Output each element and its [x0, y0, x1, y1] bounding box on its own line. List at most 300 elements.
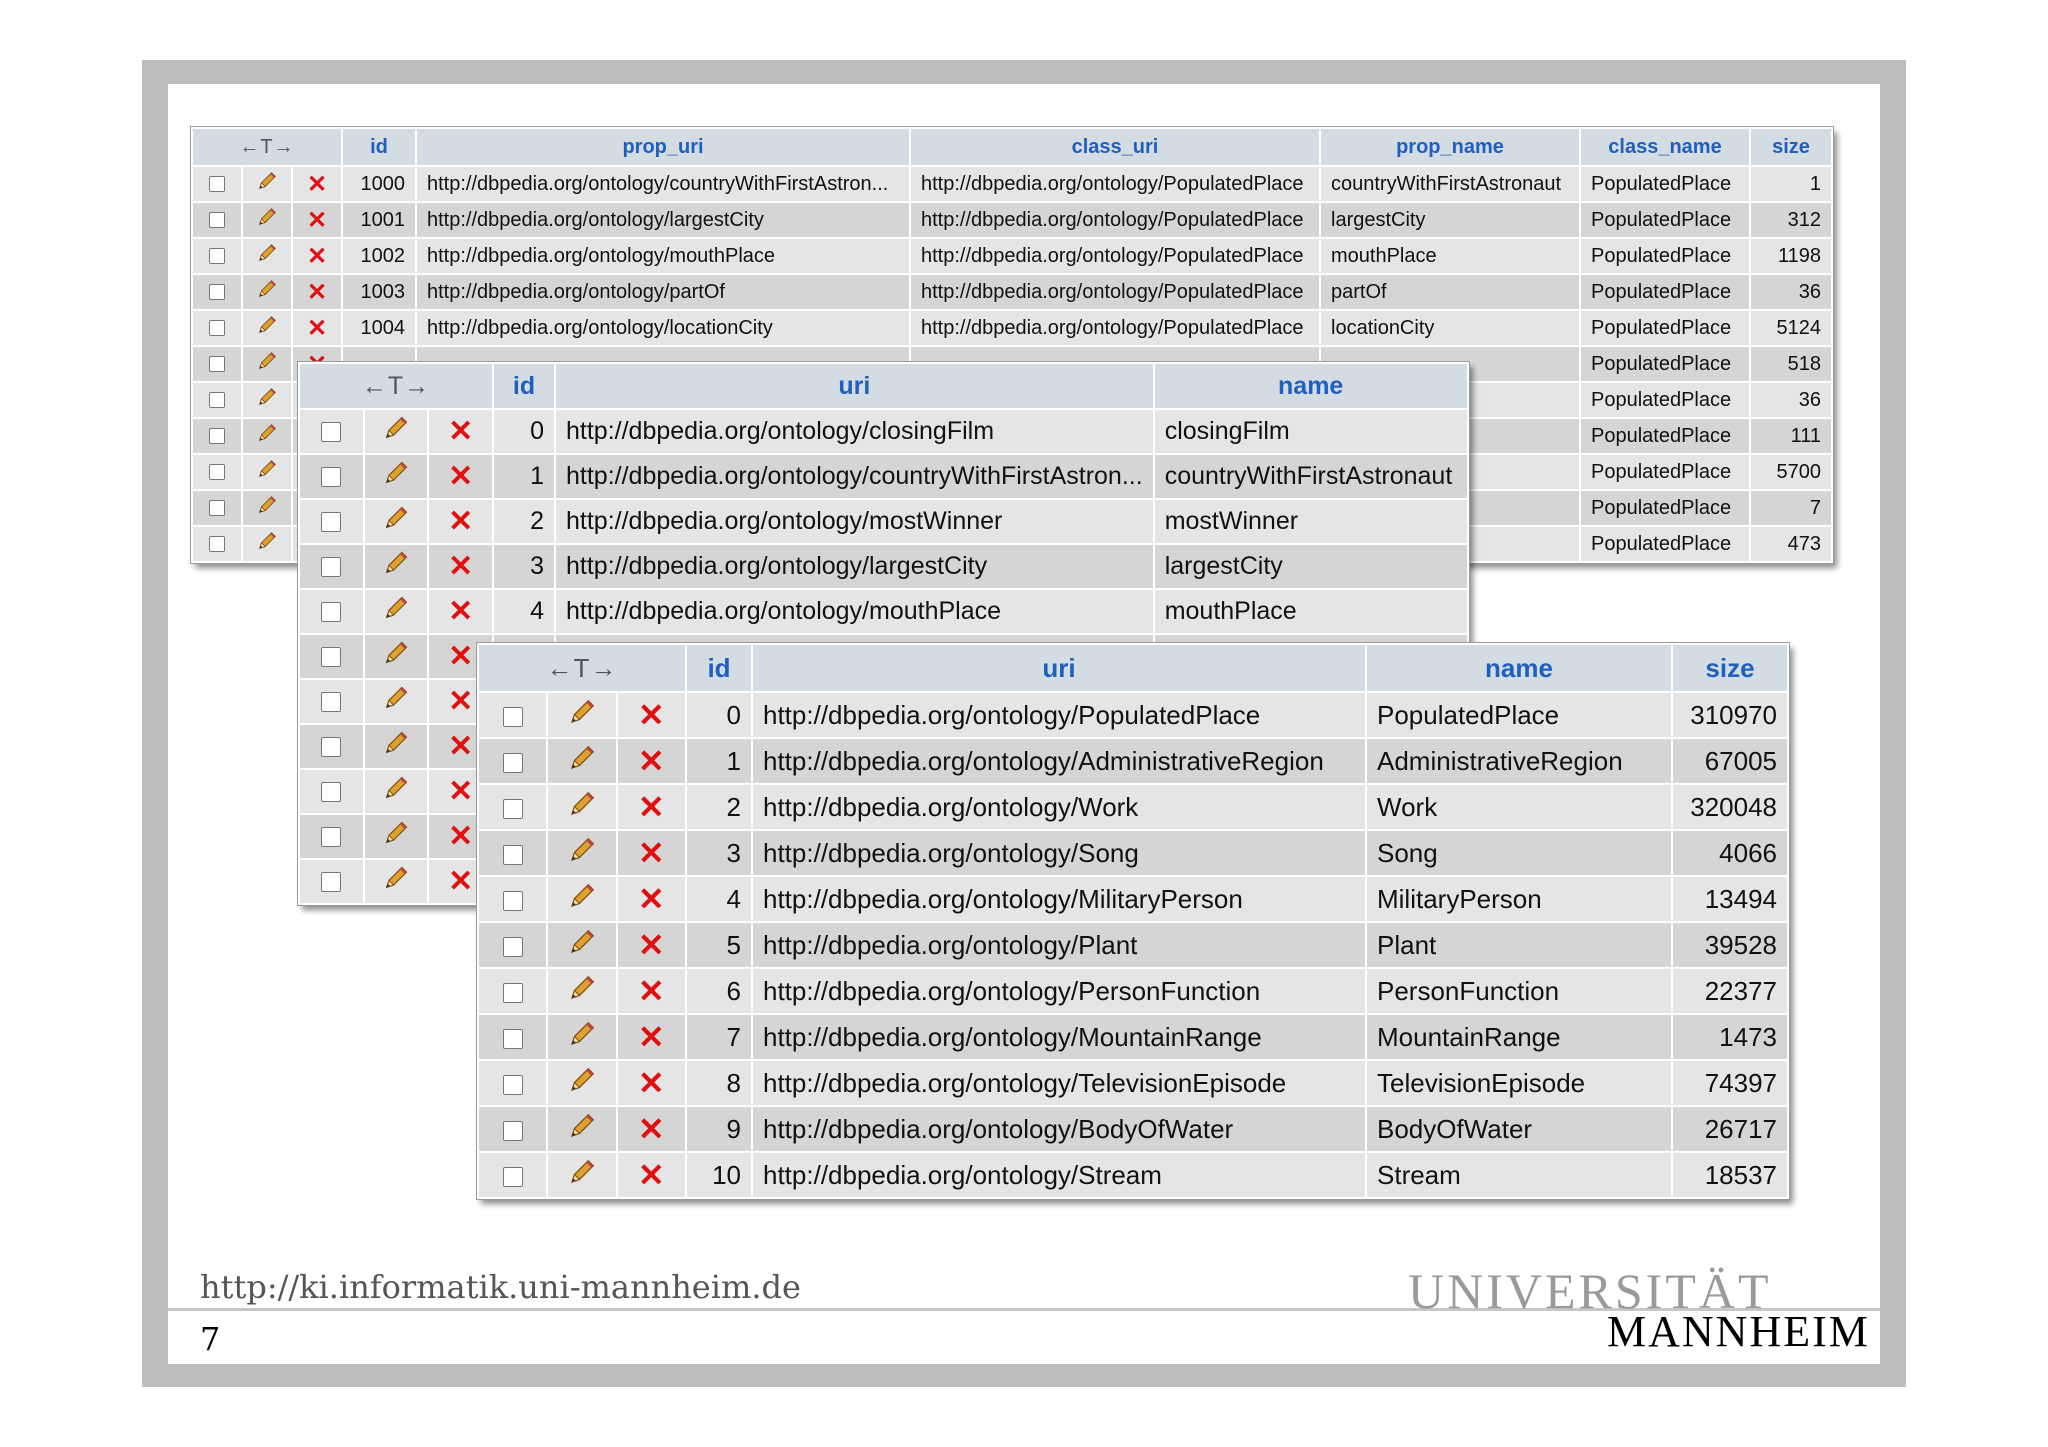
row-select-cell — [478, 1060, 547, 1106]
cell-name: MountainRange — [1366, 1014, 1672, 1060]
cell-id: 6 — [686, 968, 752, 1014]
action-column-header[interactable] — [478, 644, 686, 692]
pencil-icon[interactable] — [256, 494, 278, 522]
cell-size: 5124 — [1750, 310, 1832, 346]
cell-name: PopulatedPlace — [1366, 692, 1672, 738]
cell-name: Song — [1366, 830, 1672, 876]
table-row — [299, 499, 1468, 544]
cell-name: closingFilm — [1154, 409, 1468, 454]
cell-uri: http://dbpedia.org/ontology/largestCity — [555, 544, 1154, 589]
row-edit-cell — [242, 166, 292, 202]
cell-size: 1198 — [1750, 238, 1832, 274]
row-edit-cell — [242, 346, 292, 382]
row-select-cell — [299, 814, 364, 859]
cell-name: largestCity — [1154, 544, 1468, 589]
cell-class-name: PopulatedPlace — [1580, 238, 1750, 274]
cell-class-uri: http://dbpedia.org/ontology/PopulatedPlace — [910, 166, 1320, 202]
checkbox-icon[interactable] — [503, 891, 523, 911]
table-row — [192, 238, 1832, 274]
pencil-icon[interactable] — [256, 530, 278, 558]
checkbox-icon[interactable] — [321, 512, 341, 532]
table-row — [192, 202, 1832, 238]
cell-id: 2 — [686, 784, 752, 830]
cell-size: 312 — [1750, 202, 1832, 238]
delete-x-icon[interactable]: ✕ — [637, 1019, 665, 1055]
column-resize-arrows-icon[interactable]: ←T→ — [239, 135, 295, 158]
pencil-icon[interactable] — [567, 743, 597, 780]
delete-x-icon[interactable]: ✕ — [637, 1065, 665, 1101]
row-select-cell — [192, 526, 242, 562]
pencil-icon[interactable] — [382, 414, 410, 449]
row-delete-cell — [292, 238, 342, 274]
checkbox-icon[interactable] — [209, 536, 225, 552]
pencil-icon[interactable] — [567, 835, 597, 872]
cell-uri: http://dbpedia.org/ontology/TelevisionEpisode — [752, 1060, 1366, 1106]
table-header-row — [478, 644, 1788, 692]
checkbox-icon[interactable] — [503, 1075, 523, 1095]
row-edit-cell — [242, 454, 292, 490]
delete-x-icon[interactable]: ✕ — [448, 415, 474, 448]
pencil-icon[interactable] — [382, 864, 410, 899]
row-edit-cell — [242, 382, 292, 418]
cell-prop-uri: http://dbpedia.org/ontology/mouthPlace — [416, 238, 910, 274]
cell-name: Plant — [1366, 922, 1672, 968]
university-logo-line1: UNIVERSITÄT — [1408, 1263, 1772, 1319]
column-header-uri[interactable]: uri — [555, 363, 1154, 409]
checkbox-icon[interactable] — [503, 799, 523, 819]
row-select-cell — [478, 1106, 547, 1152]
column-header-uri[interactable]: uri — [752, 644, 1366, 692]
row-edit-cell — [547, 922, 616, 968]
pencil-icon[interactable] — [567, 1019, 597, 1056]
cell-size: 26717 — [1672, 1106, 1788, 1152]
checkbox-icon[interactable] — [321, 827, 341, 847]
row-edit-cell — [547, 1014, 616, 1060]
row-delete-cell — [617, 692, 686, 738]
cell-size: 518 — [1750, 346, 1832, 382]
pencil-icon[interactable] — [567, 1111, 597, 1148]
row-select-cell — [299, 724, 364, 769]
cell-uri: http://dbpedia.org/ontology/AdministrativeRegion — [752, 738, 1366, 784]
pencil-icon[interactable] — [382, 504, 410, 539]
pencil-icon[interactable] — [256, 458, 278, 486]
cell-size: 39528 — [1672, 922, 1788, 968]
cell-name: AdministrativeRegion — [1366, 738, 1672, 784]
row-select-cell — [299, 544, 364, 589]
row-delete-cell — [428, 589, 493, 634]
row-select-cell — [192, 274, 242, 310]
delete-x-icon[interactable]: ✕ — [637, 1111, 665, 1147]
cell-id: 4 — [493, 589, 555, 634]
cell-id: 3 — [493, 544, 555, 589]
row-delete-cell — [617, 922, 686, 968]
checkbox-icon[interactable] — [321, 782, 341, 802]
cell-class-name: PopulatedPlace — [1580, 382, 1750, 418]
cell-name: mouthPlace — [1154, 589, 1468, 634]
cell-name: TelevisionEpisode — [1366, 1060, 1672, 1106]
cell-class-uri: http://dbpedia.org/ontology/PopulatedPlace — [910, 202, 1320, 238]
pencil-icon[interactable] — [567, 1157, 597, 1194]
pencil-icon[interactable] — [382, 459, 410, 494]
pencil-icon[interactable] — [567, 881, 597, 918]
cell-class-name: PopulatedPlace — [1580, 166, 1750, 202]
column-header-prop-name[interactable]: prop_name — [1320, 128, 1580, 166]
cell-class-name: PopulatedPlace — [1580, 274, 1750, 310]
table-row — [478, 738, 1788, 784]
delete-x-icon[interactable]: ✕ — [306, 314, 328, 342]
column-header-id[interactable]: id — [342, 128, 416, 166]
pencil-icon[interactable] — [382, 729, 410, 764]
cell-prop-uri: http://dbpedia.org/ontology/largestCity — [416, 202, 910, 238]
delete-x-icon[interactable]: ✕ — [448, 640, 474, 673]
row-select-cell — [192, 454, 242, 490]
row-delete-cell — [292, 166, 342, 202]
checkbox-icon[interactable] — [503, 1167, 523, 1187]
pencil-icon[interactable] — [567, 789, 597, 826]
delete-x-icon[interactable]: ✕ — [448, 685, 474, 718]
pencil-icon[interactable] — [256, 170, 278, 198]
delete-x-icon[interactable]: ✕ — [637, 743, 665, 779]
cell-class-name: PopulatedPlace — [1580, 346, 1750, 382]
checkbox-icon[interactable] — [321, 737, 341, 757]
table-row — [299, 454, 1468, 499]
delete-x-icon[interactable]: ✕ — [637, 881, 665, 917]
delete-x-icon[interactable]: ✕ — [637, 835, 665, 871]
pencil-icon[interactable] — [382, 639, 410, 674]
cell-uri: http://dbpedia.org/ontology/Plant — [752, 922, 1366, 968]
cell-prop-uri: http://dbpedia.org/ontology/partOf — [416, 274, 910, 310]
row-edit-cell — [364, 724, 429, 769]
cell-uri: http://dbpedia.org/ontology/mostWinner — [555, 499, 1154, 544]
checkbox-icon[interactable] — [321, 602, 341, 622]
row-edit-cell — [364, 544, 429, 589]
cell-id: 5 — [686, 922, 752, 968]
row-edit-cell — [547, 830, 616, 876]
column-header-size[interactable]: size — [1750, 128, 1832, 166]
pencil-icon[interactable] — [256, 278, 278, 306]
checkbox-icon[interactable] — [321, 692, 341, 712]
cell-size: 111 — [1750, 418, 1832, 454]
row-select-cell — [478, 1152, 547, 1198]
pencil-icon[interactable] — [382, 549, 410, 584]
row-delete-cell — [617, 784, 686, 830]
delete-x-icon[interactable]: ✕ — [448, 595, 474, 628]
pencil-icon[interactable] — [567, 1065, 597, 1102]
row-edit-cell — [242, 310, 292, 346]
checkbox-icon[interactable] — [209, 248, 225, 264]
delete-x-icon[interactable]: ✕ — [448, 820, 474, 853]
cell-size: 67005 — [1672, 738, 1788, 784]
row-select-cell — [478, 1014, 547, 1060]
row-select-cell — [299, 589, 364, 634]
row-edit-cell — [547, 968, 616, 1014]
column-resize-arrows-icon[interactable]: ←T→ — [361, 371, 431, 400]
table-row — [478, 922, 1788, 968]
delete-x-icon[interactable]: ✕ — [637, 1157, 665, 1193]
column-header-name[interactable]: name — [1366, 644, 1672, 692]
university-logo-line2: MANNHEIM — [1607, 1307, 1870, 1356]
row-select-cell — [192, 418, 242, 454]
row-select-cell — [299, 409, 364, 454]
cell-size: 1473 — [1672, 1014, 1788, 1060]
cell-class-name: PopulatedPlace — [1580, 526, 1750, 562]
cell-id: 7 — [686, 1014, 752, 1060]
cell-prop-uri: http://dbpedia.org/ontology/countryWithFirstAstron... — [416, 166, 910, 202]
row-delete-cell — [292, 310, 342, 346]
table-row — [299, 589, 1468, 634]
pencil-icon[interactable] — [382, 774, 410, 809]
table-classes — [477, 643, 1789, 1199]
delete-x-icon[interactable]: ✕ — [448, 460, 474, 493]
column-header-prop-uri[interactable]: prop_uri — [416, 128, 910, 166]
cell-prop-uri: http://dbpedia.org/ontology/locationCity — [416, 310, 910, 346]
footer-url[interactable]: http://ki.informatik.uni-mannheim.de — [200, 1268, 801, 1306]
row-select-cell — [192, 490, 242, 526]
cell-id: 1 — [493, 454, 555, 499]
checkbox-icon[interactable] — [209, 356, 225, 372]
row-select-cell — [478, 692, 547, 738]
cell-class-name: PopulatedPlace — [1580, 202, 1750, 238]
cell-prop-name: countryWithFirstAstronaut — [1320, 166, 1580, 202]
row-edit-cell — [364, 859, 429, 904]
checkbox-icon[interactable] — [503, 1029, 523, 1049]
delete-x-icon[interactable]: ✕ — [637, 973, 665, 1009]
cell-id: 0 — [493, 409, 555, 454]
cell-id: 1004 — [342, 310, 416, 346]
cell-class-name: PopulatedPlace — [1580, 418, 1750, 454]
checkbox-icon[interactable] — [321, 872, 341, 892]
checkbox-icon[interactable] — [503, 983, 523, 1003]
checkbox-icon[interactable] — [503, 753, 523, 773]
checkbox-icon[interactable] — [209, 392, 225, 408]
pencil-icon[interactable] — [382, 684, 410, 719]
action-column-header[interactable] — [192, 128, 342, 166]
cell-name: PersonFunction — [1366, 968, 1672, 1014]
cell-id: 8 — [686, 1060, 752, 1106]
cell-size: 18537 — [1672, 1152, 1788, 1198]
checkbox-icon[interactable] — [503, 845, 523, 865]
checkbox-icon[interactable] — [321, 647, 341, 667]
row-delete-cell — [428, 499, 493, 544]
row-select-cell — [478, 922, 547, 968]
delete-x-icon[interactable]: ✕ — [448, 550, 474, 583]
row-edit-cell — [364, 634, 429, 679]
column-header-name[interactable]: name — [1154, 363, 1468, 409]
cell-class-uri: http://dbpedia.org/ontology/PopulatedPlace — [910, 238, 1320, 274]
delete-x-icon[interactable]: ✕ — [306, 242, 328, 270]
checkbox-icon[interactable] — [321, 557, 341, 577]
pencil-icon[interactable] — [567, 927, 597, 964]
checkbox-icon[interactable] — [503, 937, 523, 957]
cell-uri: http://dbpedia.org/ontology/MilitaryPerson — [752, 876, 1366, 922]
row-select-cell — [192, 202, 242, 238]
table-row — [478, 876, 1788, 922]
cell-prop-name: locationCity — [1320, 310, 1580, 346]
table-row — [192, 166, 1832, 202]
row-select-cell — [478, 876, 547, 922]
cell-size: 320048 — [1672, 784, 1788, 830]
row-delete-cell — [292, 202, 342, 238]
cell-size: 36 — [1750, 382, 1832, 418]
cell-id: 1001 — [342, 202, 416, 238]
pencil-icon[interactable] — [256, 386, 278, 414]
delete-x-icon[interactable]: ✕ — [637, 927, 665, 963]
cell-size: 22377 — [1672, 968, 1788, 1014]
cell-id: 4 — [686, 876, 752, 922]
row-edit-cell — [547, 692, 616, 738]
cell-size: 473 — [1750, 526, 1832, 562]
row-edit-cell — [242, 238, 292, 274]
table-row — [192, 274, 1832, 310]
row-delete-cell — [617, 738, 686, 784]
row-select-cell — [192, 166, 242, 202]
checkbox-icon[interactable] — [321, 422, 341, 442]
cell-size: 36 — [1750, 274, 1832, 310]
row-edit-cell — [364, 499, 429, 544]
column-header-id[interactable]: id — [493, 363, 555, 409]
table-row — [299, 409, 1468, 454]
table-row — [478, 784, 1788, 830]
cell-uri: http://dbpedia.org/ontology/Stream — [752, 1152, 1366, 1198]
pencil-icon[interactable] — [567, 973, 597, 1010]
cell-uri: http://dbpedia.org/ontology/closingFilm — [555, 409, 1154, 454]
column-resize-arrows-icon[interactable]: ←T→ — [546, 652, 618, 683]
checkbox-icon[interactable] — [209, 464, 225, 480]
cell-uri: http://dbpedia.org/ontology/mouthPlace — [555, 589, 1154, 634]
cell-id: 9 — [686, 1106, 752, 1152]
row-delete-cell — [617, 1152, 686, 1198]
cell-uri: http://dbpedia.org/ontology/Song — [752, 830, 1366, 876]
cell-id: 3 — [686, 830, 752, 876]
row-edit-cell — [364, 409, 429, 454]
checkbox-icon[interactable] — [209, 320, 225, 336]
pencil-icon[interactable] — [256, 422, 278, 450]
column-header-size[interactable]: size — [1672, 644, 1788, 692]
row-edit-cell — [242, 418, 292, 454]
delete-x-icon[interactable]: ✕ — [448, 505, 474, 538]
cell-name: mostWinner — [1154, 499, 1468, 544]
row-delete-cell — [617, 968, 686, 1014]
delete-x-icon[interactable]: ✕ — [637, 789, 665, 825]
cell-id: 1002 — [342, 238, 416, 274]
pencil-icon[interactable] — [382, 819, 410, 854]
row-edit-cell — [364, 769, 429, 814]
row-edit-cell — [547, 1152, 616, 1198]
row-select-cell — [192, 310, 242, 346]
column-header-class-uri[interactable]: class_uri — [910, 128, 1320, 166]
row-delete-cell — [617, 1060, 686, 1106]
cell-size: 5700 — [1750, 454, 1832, 490]
cell-id: 0 — [686, 692, 752, 738]
cell-id: 1 — [686, 738, 752, 784]
cell-id: 10 — [686, 1152, 752, 1198]
row-delete-cell — [617, 1106, 686, 1152]
cell-id: 1003 — [342, 274, 416, 310]
row-select-cell — [478, 784, 547, 830]
cell-class-uri: http://dbpedia.org/ontology/PopulatedPlace — [910, 310, 1320, 346]
cell-uri: http://dbpedia.org/ontology/PersonFunction — [752, 968, 1366, 1014]
table-row — [478, 1106, 1788, 1152]
table-row — [478, 692, 1788, 738]
row-delete-cell — [428, 454, 493, 499]
pencil-icon[interactable] — [567, 697, 597, 734]
cell-name: BodyOfWater — [1366, 1106, 1672, 1152]
row-select-cell — [299, 859, 364, 904]
row-edit-cell — [364, 679, 429, 724]
checkbox-icon[interactable] — [209, 284, 225, 300]
row-edit-cell — [242, 490, 292, 526]
table-row — [192, 310, 1832, 346]
row-select-cell — [299, 634, 364, 679]
column-header-id[interactable]: id — [686, 644, 752, 692]
cell-uri: http://dbpedia.org/ontology/countryWithFirstAstron... — [555, 454, 1154, 499]
delete-x-icon[interactable]: ✕ — [448, 775, 474, 808]
checkbox-icon[interactable] — [503, 1121, 523, 1141]
checkbox-icon[interactable] — [209, 500, 225, 516]
cell-prop-name: largestCity — [1320, 202, 1580, 238]
row-edit-cell — [242, 526, 292, 562]
delete-x-icon[interactable]: ✕ — [637, 697, 665, 733]
cell-prop-name: mouthPlace — [1320, 238, 1580, 274]
checkbox-icon[interactable] — [209, 212, 225, 228]
row-delete-cell — [617, 1014, 686, 1060]
row-select-cell — [299, 679, 364, 724]
pencil-icon[interactable] — [382, 594, 410, 629]
delete-x-icon[interactable]: ✕ — [306, 206, 328, 234]
table-row — [478, 1060, 1788, 1106]
table-row — [478, 968, 1788, 1014]
checkbox-icon[interactable] — [503, 707, 523, 727]
cell-class-name: PopulatedPlace — [1580, 454, 1750, 490]
delete-x-icon[interactable]: ✕ — [448, 865, 474, 898]
column-header-class-name[interactable]: class_name — [1580, 128, 1750, 166]
checkbox-icon[interactable] — [209, 176, 225, 192]
pencil-icon[interactable] — [256, 350, 278, 378]
pencil-icon[interactable] — [256, 206, 278, 234]
cell-uri: http://dbpedia.org/ontology/MountainRange — [752, 1014, 1366, 1060]
cell-size: 1 — [1750, 166, 1832, 202]
action-column-header[interactable] — [299, 363, 493, 409]
row-select-cell — [478, 738, 547, 784]
row-delete-cell — [428, 544, 493, 589]
row-edit-cell — [547, 1060, 616, 1106]
pencil-icon[interactable] — [256, 314, 278, 342]
checkbox-icon[interactable] — [209, 428, 225, 444]
table-header-row — [192, 128, 1832, 166]
row-edit-cell — [242, 202, 292, 238]
row-edit-cell — [547, 738, 616, 784]
page-number: 7 — [200, 1320, 221, 1358]
row-select-cell — [478, 830, 547, 876]
cell-size: 7 — [1750, 490, 1832, 526]
row-delete-cell — [617, 830, 686, 876]
delete-x-icon[interactable]: ✕ — [306, 278, 328, 306]
pencil-icon[interactable] — [256, 242, 278, 270]
cell-size: 13494 — [1672, 876, 1788, 922]
row-edit-cell — [364, 454, 429, 499]
table-row — [478, 1152, 1788, 1198]
delete-x-icon[interactable]: ✕ — [448, 730, 474, 763]
cell-class-name: PopulatedPlace — [1580, 310, 1750, 346]
row-edit-cell — [547, 784, 616, 830]
delete-x-icon[interactable]: ✕ — [306, 170, 328, 198]
cell-size: 310970 — [1672, 692, 1788, 738]
row-delete-cell — [292, 274, 342, 310]
cell-uri: http://dbpedia.org/ontology/Work — [752, 784, 1366, 830]
cell-uri: http://dbpedia.org/ontology/PopulatedPlace — [752, 692, 1366, 738]
checkbox-icon[interactable] — [321, 467, 341, 487]
row-delete-cell — [428, 409, 493, 454]
